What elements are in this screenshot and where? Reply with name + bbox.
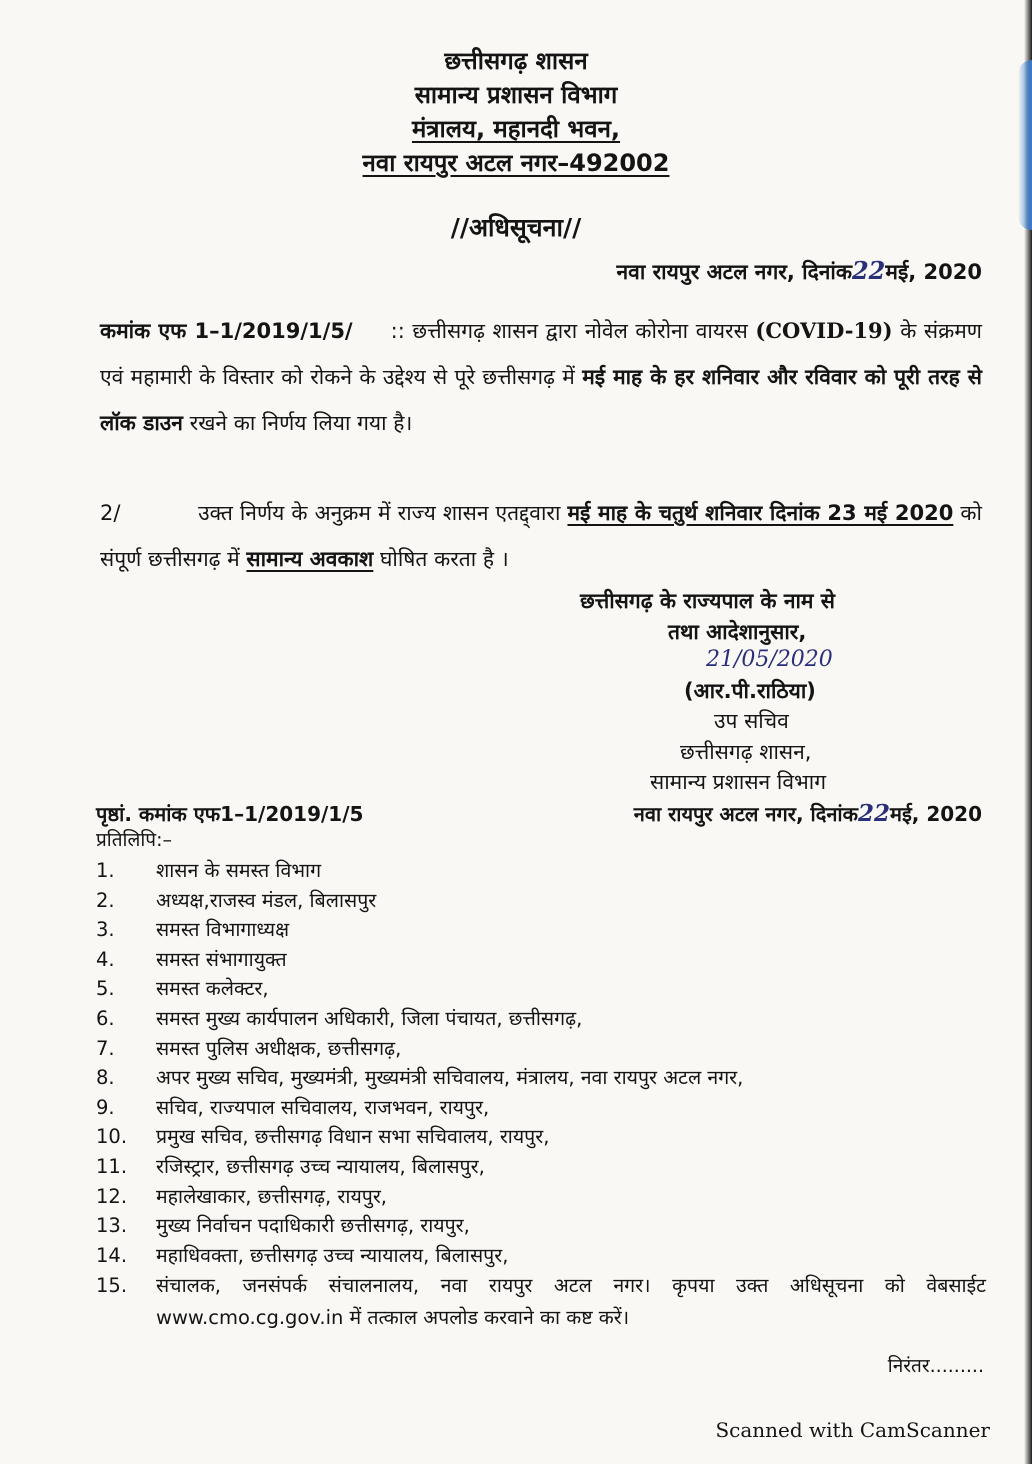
list-item-text: प्रमुख सचिव, छत्तीसगढ़ विधान सभा सचिवालय, रायपुर, [156,1125,550,1149]
signatory-dept-2: सामान्य प्रशासन विभाग [650,770,827,794]
date-prefix: नवा रायपुर अटल नगर, दिनांक [616,260,852,284]
list-item-number: 10. [96,1125,128,1149]
list-item-number: 1. [96,859,115,882]
endorsement-date-suffix: मई, 2020 [889,802,982,826]
list-item [96,1270,986,1334]
letterhead-line-2: सामान्य प्रशासन विभाग [414,81,618,109]
list-item-text: समस्त मुख्य कार्यपालन अधिकारी, जिला पंचायत, छत्तीसगढ़, [156,1006,583,1030]
list-item-text: संचालक, जनसंपर्क संचालनालय, नवा रायपुर अटल नगर। कृपया उक्त अधिसूचना को वेबसाईट www.cmo.cg.gov.in में तत्काल अपलोड करवाने का कष्ट करें। [156,1274,986,1330]
list-item-number: 7. [96,1036,115,1060]
list-item-number: 13. [96,1214,128,1238]
list-item [96,1093,986,1123]
list-item-number: 2. [96,888,115,912]
signatory-designation: उप सचिव [714,709,789,733]
list-item-number: 5. [96,977,115,1001]
endorsement-date [634,800,982,827]
list-item-number: 3. [96,918,115,942]
list-item [96,915,986,945]
notification-title: //अधिसूचना// [450,213,582,242]
continued-marker: निरंतर......... [887,1355,984,1377]
list-item-text: सचिव, राज्यपाल सचिवालय, राजभवन, रायपुर, [156,1095,490,1119]
list-item-text: समस्त कलेक्टर, [156,977,269,1001]
letterhead [0,44,1032,180]
list-item-text: समस्त विभागाध्यक्ष [156,918,290,942]
para2-text-a: उक्त निर्णय के अनुक्रम में राज्य शासन एतद्द्वारा [198,501,561,525]
list-item [96,974,986,1004]
list-item [96,1241,986,1271]
date-line [617,256,982,286]
list-item-number: 8. [96,1066,115,1090]
list-item [96,1034,986,1064]
list-item [96,1063,986,1093]
endorsement-handwritten-day: 22 [857,800,890,827]
list-item [96,945,986,975]
list-item-text: अपर मुख्य सचिव, मुख्यमंत्री, मुख्यमंत्री सचिवालय, मंत्रालय, नवा रायपुर अटल नगर, [156,1066,744,1090]
signature-scribble: 21/05/2020 [706,647,833,672]
letterhead-line-1: छत्तीसगढ़ शासन [444,47,588,75]
endorsement-ref: पृष्ठां. कमांक एफ1–1/2019/1/5 [96,802,364,826]
handwritten-day: 22 [851,256,886,285]
para2-number: 2/ [100,501,121,525]
para2-text-b: को संपूर्ण छत्तीसगढ़ में [100,501,982,571]
list-item [96,1152,986,1182]
list-item-number: 12. [96,1184,128,1208]
list-item [96,1211,986,1241]
list-item [96,856,986,886]
general-holiday: सामान्य अवकाश [246,547,374,571]
separator: :: [390,319,405,343]
list-item-number: 4. [96,947,115,971]
paragraph-1 [100,308,982,446]
list-item-number: 14. [96,1243,128,1267]
list-item [96,1182,986,1212]
letterhead-line-4: नवा रायपुर अटल नगर–492002 [362,149,670,177]
list-item [96,886,986,916]
lockdown-text: मई माह के हर शनिवार और रविवार को पूरी तरह से लॉक डाउन [100,365,982,435]
list-item-number: 11. [96,1154,128,1178]
list-item-text: महाधिवक्ता, छत्तीसगढ़ उच्च न्यायालय, बिलासपुर, [156,1243,509,1267]
paragraph-2 [100,490,982,582]
list-item-text: अध्यक्ष,राजस्व मंडल, बिलासपुर [156,888,377,912]
para2-text-c: घोषित करता है । [380,547,509,571]
list-item-text: रजिस्ट्रार, छत्तीसगढ़ उच्च न्यायालय, बिलासपुर, [156,1154,485,1178]
list-item [96,1122,986,1152]
camscanner-watermark: Scanned with CamScanner [715,1418,990,1442]
list-item [96,1004,986,1034]
signatory-dept-1: छत्तीसगढ़ शासन, [680,740,812,764]
covid-label: (COVID-19) [755,318,893,343]
letterhead-line-3: मंत्रालय, महानदी भवन, [411,115,621,143]
date-suffix: मई, 2020 [885,260,982,284]
list-item-number: 6. [96,1006,115,1030]
list-item-text: समस्त पुलिस अधीक्षक, छत्तीसगढ़, [156,1036,402,1060]
list-item-number: 15. [96,1274,128,1298]
list-item-text: समस्त संभागायुक्त [156,947,287,971]
para1-text-c: रखने का निर्णय लिया गया है। [189,411,413,435]
signature-line-1: छत्तीसगढ़ के राज्यपाल के नाम से [580,589,835,613]
signatory-name: (आर.पी.राठिया) [684,679,816,703]
holiday-date: मई माह के चतुर्थ शनिवार दिनांक 23 मई 2020 [567,501,954,525]
endorsement-date-prefix: नवा रायपुर अटल नगर, दिनांक [633,802,858,826]
para1-text-b: के संक्रमण एवं महामारी के विस्तार को रोकने के उद्देश्य से पूरे छत्तीसगढ़ में [100,319,982,389]
list-item-text: शासन के समस्त विभाग [156,859,322,882]
signature-line-2: तथा आदेशानुसार, [668,620,807,644]
list-item-text: महालेखाकार, छत्तीसगढ़, रायपुर, [156,1184,388,1208]
copy-label: प्रतिलिपि:– [96,829,172,851]
para1-text-a: छत्तीसगढ़ शासन द्वारा नोवेल कोरोना वायरस [412,319,748,343]
list-item-number: 9. [96,1095,115,1119]
list-item-text: मुख्य निर्वाचन पदाधिकारी छत्तीसगढ़, रायपुर, [156,1214,470,1238]
recipient-list [96,856,986,1334]
order-number: कमांक एफ 1–1/2019/1/5/ [100,319,353,343]
